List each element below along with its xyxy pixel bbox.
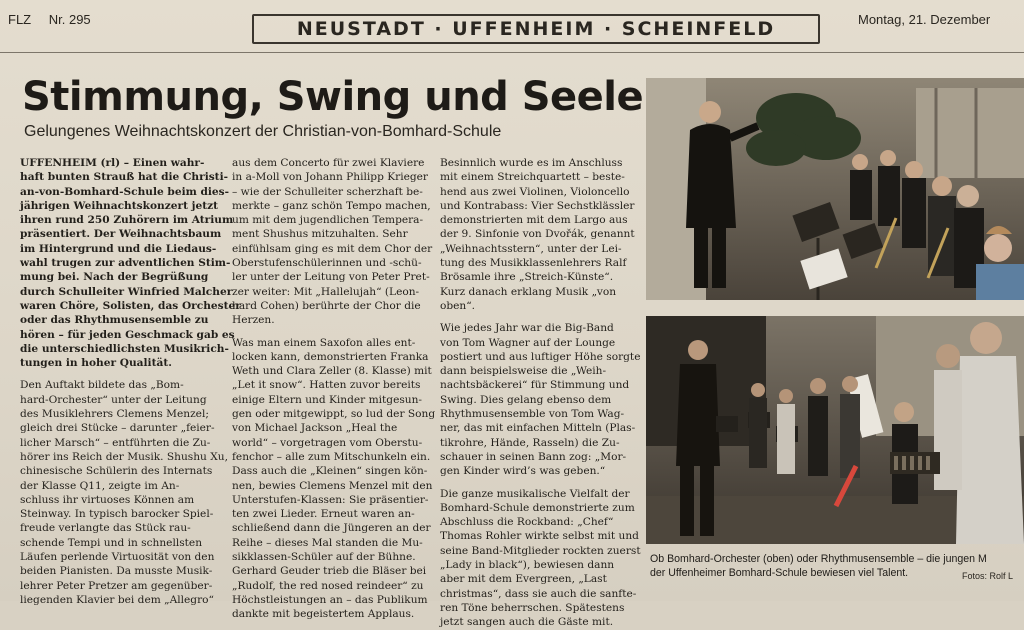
- text-line: von Tom Wagner auf der Lounge: [440, 336, 616, 349]
- text-line: „Rudolf, the red nosed reindeer“ zu: [232, 579, 424, 592]
- text-line: Reihe – dieses Mal standen die Mu-: [232, 536, 423, 549]
- text-line: dann beispielsweise die „Weih-: [440, 365, 607, 378]
- ensemble-photo: [646, 316, 1024, 544]
- text-line: postiert und aus luftiger Höhe sorgte: [440, 350, 641, 363]
- text-line: merkte – ganz schön Tempo machen,: [232, 199, 431, 212]
- text-line: einfühlsam ging es mit dem Chor der: [232, 242, 433, 255]
- text-line: Weth und Clara Zeller (8. Klasse) mit: [232, 365, 432, 378]
- text-line: und Kontrabass: Vier Sechstklässler: [440, 199, 635, 212]
- text-line: die unterschiedlichsten Musikrich-: [20, 342, 229, 355]
- lead-paragraph: [20, 156, 241, 370]
- text-line: tung des Musikklassenlehrers Ralf: [440, 257, 627, 270]
- text-line: Thomas Rohler wirkte selbst mit und: [440, 530, 639, 543]
- text-line: jährigen Weihnachtskonzert jetzt: [20, 199, 219, 212]
- text-line: Steinway. In typisch barocker Spiel-: [20, 508, 214, 521]
- text-line: aber mit dem Evergreen, „Last: [440, 573, 607, 586]
- issue-number: Nr. 295: [48, 12, 91, 27]
- text-line: aus dem Concerto für zwei Klaviere: [232, 157, 425, 169]
- text-line: beiden Pianisten. Da musste Musik-: [20, 565, 213, 578]
- body-paragraph: [20, 378, 228, 607]
- text-line: oben“.: [440, 299, 476, 312]
- text-line: Unterstufen-Klassen: Sie präsentier-: [232, 493, 429, 506]
- text-line: des Musiklehrers Clemens Menzel;: [20, 408, 209, 421]
- text-line: lehrer Peter Pretzer am gegenüber-: [20, 579, 213, 592]
- text-line: demonstrierten mit dem Largo aus: [440, 214, 628, 227]
- text-line: Abschluss die Rockband: „Chef“: [440, 516, 614, 529]
- masthead-left: [8, 12, 105, 27]
- text-line: Höchstleistungen an – das Publikum: [232, 593, 428, 606]
- text-line: Dass auch die „Kleinen“ singen kön-: [232, 465, 428, 478]
- text-line: Den Auftakt bildete das „Bom-: [20, 379, 184, 392]
- text-line: Die ganze musikalische Vielfalt der: [440, 487, 630, 500]
- text-line: schluss ihr virtuoses Können am: [20, 493, 195, 506]
- text-line: einige Eltern und Kinder mitgesun-: [232, 393, 422, 406]
- text-line: schende Tempi und in schnellsten: [20, 536, 203, 549]
- text-line: zer weiter: Mit „Hallelujah“ (Leon-: [232, 285, 420, 298]
- text-line: UFFENHEIM (rl) – Einen wahr-: [20, 157, 205, 169]
- body-paragraph: [440, 321, 640, 478]
- issue-date: Montag, 21. Dezember: [858, 12, 991, 27]
- text-line: hard-Orchester“ unter der Leitung: [20, 393, 207, 406]
- text-line: Gerhard Geuder trieb die Bläser bei: [232, 565, 427, 578]
- text-line: tikrohre, Hände, Rasseln) die Zu-: [440, 436, 620, 449]
- orchestra-photo: [646, 78, 1024, 300]
- text-line: christmas“, dass sie auch die sanfte-: [440, 587, 637, 600]
- photo-credit: Fotos: Rolf L: [962, 571, 1014, 581]
- text-line: ten zwei Lieder. Erneut waren an-: [232, 508, 415, 521]
- text-line: von Michael Jackson „Heal the: [232, 422, 398, 435]
- text-line: haft bunten Strauß hat die Christi-: [20, 171, 228, 184]
- text-line: Oberstufenschülerinnen und -schü-: [232, 257, 422, 270]
- article-subhead: Gelungenes Weihnachtskonzert der Christian-von-Bomhard-Schule: [24, 123, 502, 140]
- article-headline: Stimmung, Swing und Seele: [22, 74, 644, 120]
- text-line: „Let it snow“. Hatten zuvor bereits: [232, 379, 421, 392]
- text-line: Was man einem Saxofon alles ent-: [232, 336, 416, 349]
- text-line: schließend dann die Jüngeren an der: [232, 522, 431, 535]
- text-line: ler unter der Leitung von Peter Pret-: [232, 271, 430, 284]
- text-line: fenchor – alle zum Mitschunkeln ein.: [232, 450, 431, 463]
- text-line: licher Marsch“ – entführten die Zu-: [20, 436, 211, 449]
- header-rule: [0, 52, 1024, 53]
- text-line: dankte mit begeistertem Applaus.: [232, 608, 415, 621]
- text-line: chinesische Schülerin des Internats: [20, 465, 213, 478]
- text-line: mung bei. Nach der Begrüßung: [20, 271, 209, 284]
- text-line: Kurz danach erklang Musik „von: [440, 285, 617, 298]
- text-line: hard Cohen) berührte der Chor die: [232, 299, 421, 312]
- text-line: world“ – vorgetragen vom Oberstu-: [232, 436, 423, 449]
- text-line: waren Chöre, Solisten, das Orchester: [20, 299, 241, 312]
- body-paragraph: [232, 156, 433, 328]
- text-line: hörer ins Reich der Musik. Shushu Xu,: [20, 450, 228, 463]
- text-line: Brösamle ihre „Streich-Künste“.: [440, 271, 614, 284]
- text-line: der 9. Sinfonie von Dvořák, genannt: [440, 228, 635, 241]
- text-line: nen, bewies Clemens Menzel mit den: [232, 479, 433, 492]
- text-line: Rhythmusensemble von Tom Wag-: [440, 408, 625, 421]
- body-paragraph: [440, 487, 640, 630]
- text-line: an-von-Bomhard-Schule beim dies-: [20, 185, 230, 198]
- text-line: oder das Rhythmusensemble zu: [20, 314, 209, 327]
- text-line: ren Töne beherrschen. Spätestens: [440, 601, 625, 614]
- text-line: Wie jedes Jahr war die Big-Band: [440, 322, 614, 335]
- text-line: im Hintergrund und die Liedaus-: [20, 242, 217, 255]
- text-line: locken kann, demonstrierten Franka: [232, 350, 429, 363]
- article-column-2: [232, 156, 436, 622]
- text-line: der Uffenheimer Bomhard-Schule bewiesen viel Talent.: [650, 567, 909, 579]
- text-line: nachtsbäckerei“ für Stimmung und: [440, 379, 630, 392]
- text-line: hend aus zwei Violinen, Violoncello: [440, 185, 630, 198]
- text-line: gleich drei Stücke – darunter „feier-: [20, 422, 215, 435]
- text-line: gen oder mitgewippt, so lud der Song: [232, 408, 436, 421]
- text-line: Herzen.: [232, 314, 275, 327]
- body-paragraph: [440, 156, 640, 313]
- text-line: sikklassen-Schüler auf der Bühne.: [232, 551, 416, 564]
- text-line: schauer in seinen Bann zog: „Mor-: [440, 450, 627, 463]
- text-line: hören – für jeden Geschmack gab es: [20, 328, 235, 341]
- text-line: liegenden Klavier bei dem „Allegro“: [20, 593, 214, 606]
- text-line: Bomhard-Schule demonstrierte zum: [440, 501, 635, 514]
- text-line: ner, das mit einfachen Mitteln (Plas-: [440, 422, 636, 435]
- text-line: Swing. Dies gelang ebenso dem: [440, 393, 612, 406]
- text-line: präsentiert. Der Weihnachtsbaum: [20, 228, 222, 241]
- text-line: in a-Moll von Johann Philipp Krieger: [232, 171, 428, 184]
- paper-name: FLZ: [8, 12, 32, 27]
- article-column-3: [440, 156, 640, 630]
- text-line: jetzt sangen auch die Gäste mit.: [440, 616, 614, 629]
- text-line: mit einem Streichquartett – beste-: [440, 171, 625, 184]
- text-line: durch Schulleiter Winfried Malcher: [20, 285, 233, 298]
- text-line: ihren rund 250 Zuhörern im Atrium: [20, 214, 234, 227]
- text-line: um mit dem jugendlichen Tempera-: [232, 214, 424, 227]
- text-line: freude verlangte das Stück rau-: [20, 522, 191, 535]
- text-line: der Klasse Q11, zeigte im An-: [20, 479, 180, 492]
- text-line: – wie der Schulleiter scherzhaft be-: [232, 185, 423, 198]
- text-line: seine Band-Mitglieder rockten zuerst: [440, 544, 641, 557]
- text-line: tungen in hoher Qualität.: [20, 357, 172, 370]
- body-paragraph: [232, 336, 436, 622]
- section-banner: NEUSTADT · UFFENHEIM · SCHEINFELD: [252, 14, 820, 44]
- text-line: „Lady in black“), bewiesen dann: [440, 559, 615, 572]
- text-line: Läufen perlende Virtuosität von den: [20, 551, 215, 564]
- text-line: Ob Bomhard-Orchester (oben) oder Rhythmusensemble – die jungen M: [650, 553, 987, 565]
- text-line: „Weihnachtsstern“, unter der Lei-: [440, 242, 622, 255]
- text-line: gen Kinder wird’s was geben.“: [440, 465, 606, 478]
- text-line: wahl trugen zur adventlichen Stim-: [20, 257, 231, 270]
- text-line: ment Shushus mitzuhalten. Sehr: [232, 228, 408, 241]
- article-column-1: [20, 156, 241, 607]
- text-line: Besinnlich wurde es im Anschluss: [440, 157, 623, 169]
